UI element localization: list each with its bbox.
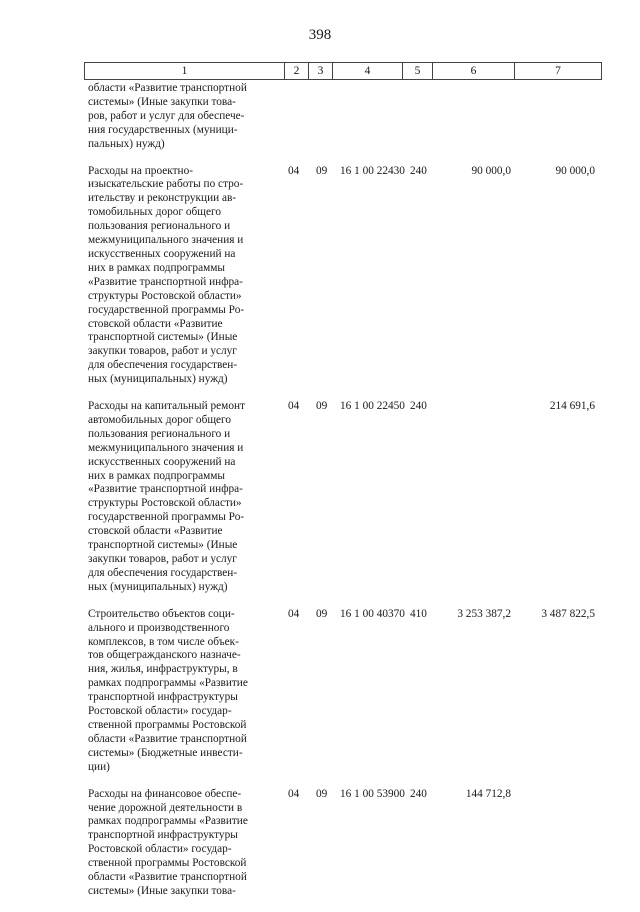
row-expense-type: 240 [410,787,427,800]
row-description: Расходы на капитальный ремонт автомобильных дорог общего пользования регионального и межмуниципального значения и искусственных сооружений на них в рамках подпрограммы «Развитие транспортной инфра- структуры Ростовской области» государственной программы Ро- стовской области «Развитие транспортной системы» (Иные закупки товаров, работ и услуг для обеспечения государствен- ных (муниципальных) нужд) [88,400,245,593]
row-expense-type: 410 [410,607,427,620]
row-target-code: 16 1 00 40370 [340,607,405,620]
header-col-1: 1 [85,63,285,79]
row-section: 04 [288,164,300,177]
header-col-4: 4 [333,63,403,79]
row-amount-year-1: 3 253 387,2 [457,607,511,620]
row-expense-type: 240 [410,400,427,413]
table-header [84,62,602,80]
row-section: 04 [288,787,300,800]
row-amount-year-1: 144 712,8 [465,787,511,800]
row-target-code: 16 1 00 53900 [340,787,405,800]
row-target-code: 16 1 00 22450 [340,400,405,413]
header-col-2: 2 [285,63,309,79]
table-row [88,400,600,595]
row-subsection: 09 [316,787,328,800]
header-col-5: 5 [403,63,433,79]
row-expense-type: 240 [410,164,427,177]
header-col-6: 6 [433,63,515,79]
row-description: Расходы на финансовое обеспе- чение дорожной деятельности в рамках подпрограммы «Развитие транспортной инфраструктуры Ростовской области» государ- ственной программы Ростовской области «Развитие транспортной системы» (Иные закупки това- [88,787,248,897]
row-section: 04 [288,607,300,620]
table-row [88,788,600,899]
row-subsection: 09 [316,164,328,177]
row-amount-year-1: 90 000,0 [471,164,511,177]
row-amount-year-2: 214 691,6 [549,400,595,413]
row-description: Расходы на проектно- изыскательские работы по стро- ительству и реконструкции ав- томобильных дорог общего пользования регионального и межмуниципального значения и искусственных сооружений на них в рамках подпрограммы «Развитие транспортной инфра- структуры Ростовской области» государственной программы Ро- стовской области «Развитие транспортной системы» (Иные закупки товаров, работ и услуг для обеспечения государствен- ных (муниципальных) нужд) [88,164,245,386]
row-section: 04 [288,400,300,413]
row-description: Строительство объектов соци- ального и производственного комплексов, в том числе объек- тов общегражданского назначе- ния, жилья, инфраструктуры, в рамках подпрограммы «Развитие транспортной инфраструктуры Ростовской области» государ- ственной программы Ростовской области «Развитие транспортной системы» (Бюджетные инвести- ции) [88,607,248,773]
row-target-code: 16 1 00 22430 [340,164,405,177]
table-body [88,82,600,912]
header-col-3: 3 [309,63,333,79]
row-subsection: 09 [316,607,328,620]
table-row [88,608,600,775]
row-description: области «Развитие транспортной системы» (Иные закупки това- ров, работ и услуг для обеспече- ния государственных (муници- пальных) нужд) [88,82,247,150]
row-amount-year-2: 3 487 822,5 [541,607,595,620]
row-subsection: 09 [316,400,328,413]
page-number: 398 [308,27,332,43]
row-amount-year-2: 90 000,0 [555,164,595,177]
table-row [88,165,600,388]
header-col-7: 7 [555,65,561,77]
table-row [88,82,600,152]
